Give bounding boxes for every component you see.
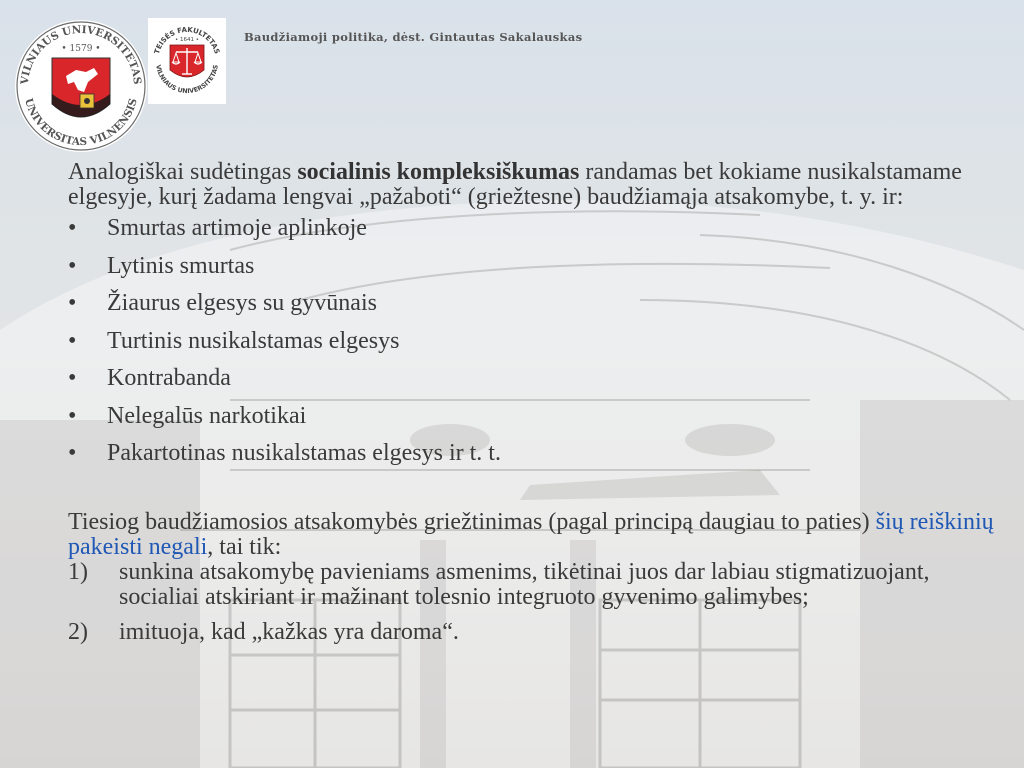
bullet-text: Kontrabanda bbox=[107, 365, 231, 391]
bullet-text: Pakartotinas nusikalstamas elgesys ir t. t. bbox=[107, 440, 501, 466]
bullet-marker: • bbox=[68, 252, 77, 279]
bullet-item bbox=[68, 285, 1008, 323]
numbered-list bbox=[68, 560, 1008, 645]
law-faculty-emblem-logo bbox=[148, 18, 226, 104]
course-title: Baudžiamoji politika, dėst. Gintautas Sakalauskas bbox=[244, 30, 583, 44]
intro-text-start: Analogiškai sudėtingas bbox=[68, 159, 298, 185]
vilnius-university-seal-logo bbox=[14, 12, 148, 160]
bullet-marker: • bbox=[68, 440, 77, 466]
bullet-text: Turtinis nusikalstamas elgesys bbox=[107, 327, 400, 354]
numbered-item bbox=[68, 560, 1008, 610]
conclusion-highlight: šių reiškinių pakeisti negali bbox=[68, 508, 994, 560]
item-text: sunkina atsakomybę pavieniams asmenims, tikėtinai juos dar labiau stigmatizuojant, socialiai atskiriant ir mažinant tolesnio integruoto gyvenimo galimybes; bbox=[119, 558, 930, 610]
bullet-text: Žiaurus elgesys su gyvūnais bbox=[107, 290, 377, 316]
bullet-list bbox=[68, 210, 1008, 473]
bullet-marker: • bbox=[68, 215, 77, 241]
bullet-item bbox=[68, 398, 1008, 436]
svg-text:TEISĖS FAKULTETAS: TEISĖS FAKULTETAS bbox=[152, 25, 222, 55]
conclusion-paragraph bbox=[68, 510, 1008, 560]
bullet-text: Lytinis smurtas bbox=[107, 252, 255, 279]
bullet-item bbox=[68, 435, 1008, 473]
conclusion-text-start: Tiesiog baudžiamosios atsakomybės griežtinimas (pagal principą daugiau to paties) bbox=[68, 508, 876, 535]
intro-bold-term: socialinis kompleksiškumas bbox=[297, 159, 580, 185]
intro-text-end: randamas bet kokiame nusikalstamame elgesyje, kurį žadama lengvai „pažaboti“ (griežtesne) baudžiamąja atsakomybe, t. y. ir: bbox=[68, 159, 962, 210]
slide-content bbox=[68, 160, 1008, 645]
bullet-marker: • bbox=[68, 327, 77, 354]
intro-paragraph bbox=[68, 160, 1008, 210]
bullet-item bbox=[68, 210, 1008, 248]
conclusion-text-end: , tai tik: bbox=[207, 533, 282, 560]
item-text: imituoja, kad „kažkas yra daroma“. bbox=[119, 618, 459, 645]
bullet-text: Nelegalūs narkotikai bbox=[107, 402, 307, 429]
svg-text:VILNIAUS UNIVERSITETAS: VILNIAUS UNIVERSITETAS bbox=[154, 64, 220, 96]
numbered-item bbox=[68, 620, 1008, 645]
bullet-item bbox=[68, 323, 1008, 361]
item-number: 2) bbox=[68, 618, 88, 645]
bullet-marker: • bbox=[68, 402, 77, 429]
svg-text:UNIVERSITAS VILNENSIS: UNIVERSITAS VILNENSIS bbox=[22, 97, 140, 149]
bullet-item bbox=[68, 248, 1008, 286]
bullet-marker: • bbox=[68, 365, 77, 391]
bullet-text: Smurtas artimoje aplinkoje bbox=[107, 215, 367, 241]
svg-text:• 1579 •: • 1579 • bbox=[61, 44, 101, 54]
svg-text:VILNIAUS UNIVERSITETAS: VILNIAUS UNIVERSITETAS bbox=[18, 23, 144, 86]
svg-text:• 1641 •: • 1641 • bbox=[175, 37, 199, 43]
bullet-item bbox=[68, 360, 1008, 398]
item-number: 1) bbox=[68, 558, 88, 585]
bullet-marker: • bbox=[68, 290, 77, 316]
